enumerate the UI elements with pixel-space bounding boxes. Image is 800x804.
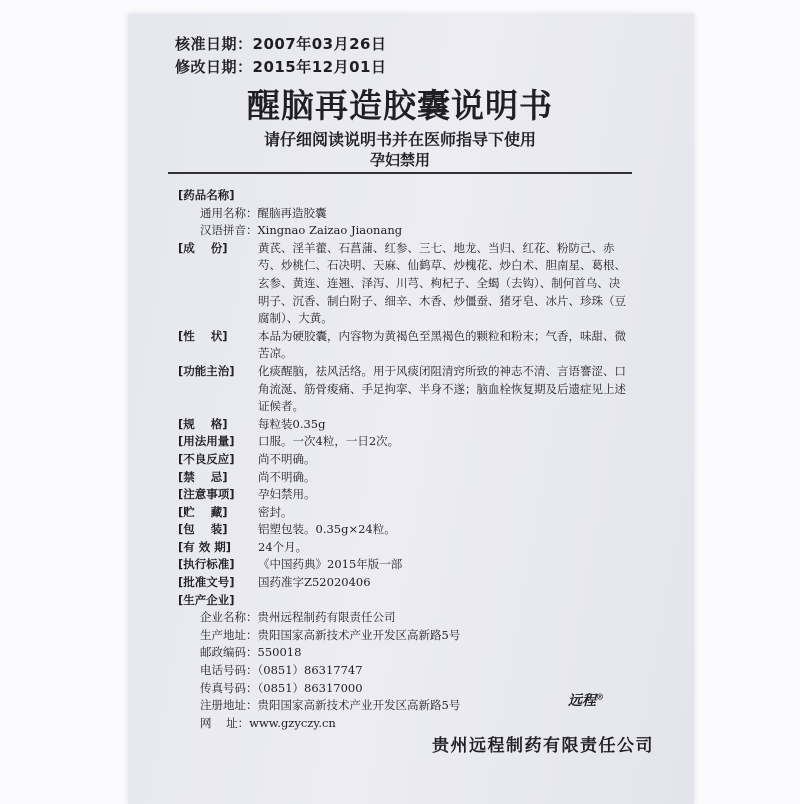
fax: 传真号码：（0851）86317000 — [200, 680, 363, 695]
subtitle: 请仔细阅读说明书并在医师指导下使用 — [263, 130, 536, 149]
leaflet-body — [178, 187, 628, 732]
precautions: 孕妇禁用。 — [258, 487, 316, 502]
package: 铝塑包装。0.35g×24粒。 — [258, 522, 396, 537]
pinyin: 汉语拼音：Xingnao Zaizao Jiaonang — [200, 223, 403, 238]
contraindications: 尚不明确。 — [258, 469, 316, 484]
pregnancy-warning: 孕妇禁用 — [369, 151, 430, 169]
footer-company: 贵州远程制药有限责任公司 — [432, 736, 654, 756]
standard-label: [执行标准] — [178, 557, 235, 572]
divider — [168, 172, 632, 174]
validity-label: [有 效 期] — [178, 539, 232, 554]
dosage: 口服。一次4粒，一日2次。 — [258, 434, 400, 449]
document-title: 醒脑再造胶囊说明书 — [247, 86, 553, 125]
postcode: 邮政编码：550018 — [200, 645, 302, 660]
address: 生产地址：贵阳国家高新技术产业开发区高新路5号 — [200, 627, 461, 642]
adverse: 尚不明确。 — [258, 451, 316, 466]
adverse-label: [不良反应] — [178, 451, 235, 466]
storage-label: [贮 藏] — [178, 504, 228, 519]
precautions-label: [注意事项] — [178, 487, 235, 502]
registered-mark: ® — [596, 691, 604, 702]
revision-date: 修改日期：2015年12月01日 — [175, 58, 387, 76]
ingredients-label: [成 份] — [178, 240, 228, 255]
standard: 《中国药典》2015年版一部 — [258, 557, 403, 572]
brand-logo — [568, 690, 604, 710]
contra-label: [禁 忌] — [178, 469, 228, 484]
description: 本品为硬胶囊，内容物为黄褐色至黑褐色的颗粒和粉末；气香，味甜、微苦凉。 — [258, 328, 626, 361]
indications-label: [功能主治] — [178, 363, 235, 378]
manufacturer-label: [生产企业] — [178, 592, 235, 607]
description-label: [性 状] — [178, 328, 228, 343]
package-label: [包 装] — [178, 522, 228, 537]
approval-label: [批准文号] — [178, 575, 235, 590]
approval-date: 核准日期：2007年03月26日 — [175, 35, 387, 53]
spec-label: [规 格] — [178, 416, 228, 431]
storage: 密封。 — [258, 504, 293, 519]
common-name: 通用名称：醒脑再造胶囊 — [200, 205, 327, 220]
validity: 24个月。 — [258, 539, 308, 554]
company-name: 企业名称：贵州远程制药有限责任公司 — [200, 610, 396, 625]
approval-number: 国药准字Z52020406 — [258, 575, 371, 590]
name-label: [药品名称] — [178, 188, 235, 202]
ingredients: 黄芪、淫羊藿、石菖蒲、红参、三七、地龙、当归、红花、粉防己、赤芍、炒桃仁、石决明、天麻、仙鹤草、炒槐花、炒白术、胆南星、葛根、玄参、黄连、连翘、泽泻、川芎、枸杞子、全蝎（去钩）、制何首乌、决明子、沉香、制白附子、细辛、木香、炒僵蚕、猪牙皂、冰片、珍珠（豆腐制）、大黄。 — [258, 240, 626, 326]
registered-address: 注册地址：贵阳国家高新技术产业开发区高新路5号 — [200, 698, 461, 713]
dosage-label: [用法用量] — [178, 434, 235, 449]
logo-text: 远程 — [568, 693, 596, 709]
spec: 每粒装0.35g — [258, 416, 326, 431]
phone: 电话号码：（0851）86317747 — [200, 663, 363, 678]
website: 网 址：www.gzyczy.cn — [200, 715, 336, 730]
indications: 化痰醒脑，祛风活络。用于风痰闭阻清窍所致的神志不清、言语謇涩、口角流涎、筋骨痠痛、手足拘挛、半身不遂；脑血栓恢复期及后遗症见上述证候者。 — [258, 363, 626, 414]
